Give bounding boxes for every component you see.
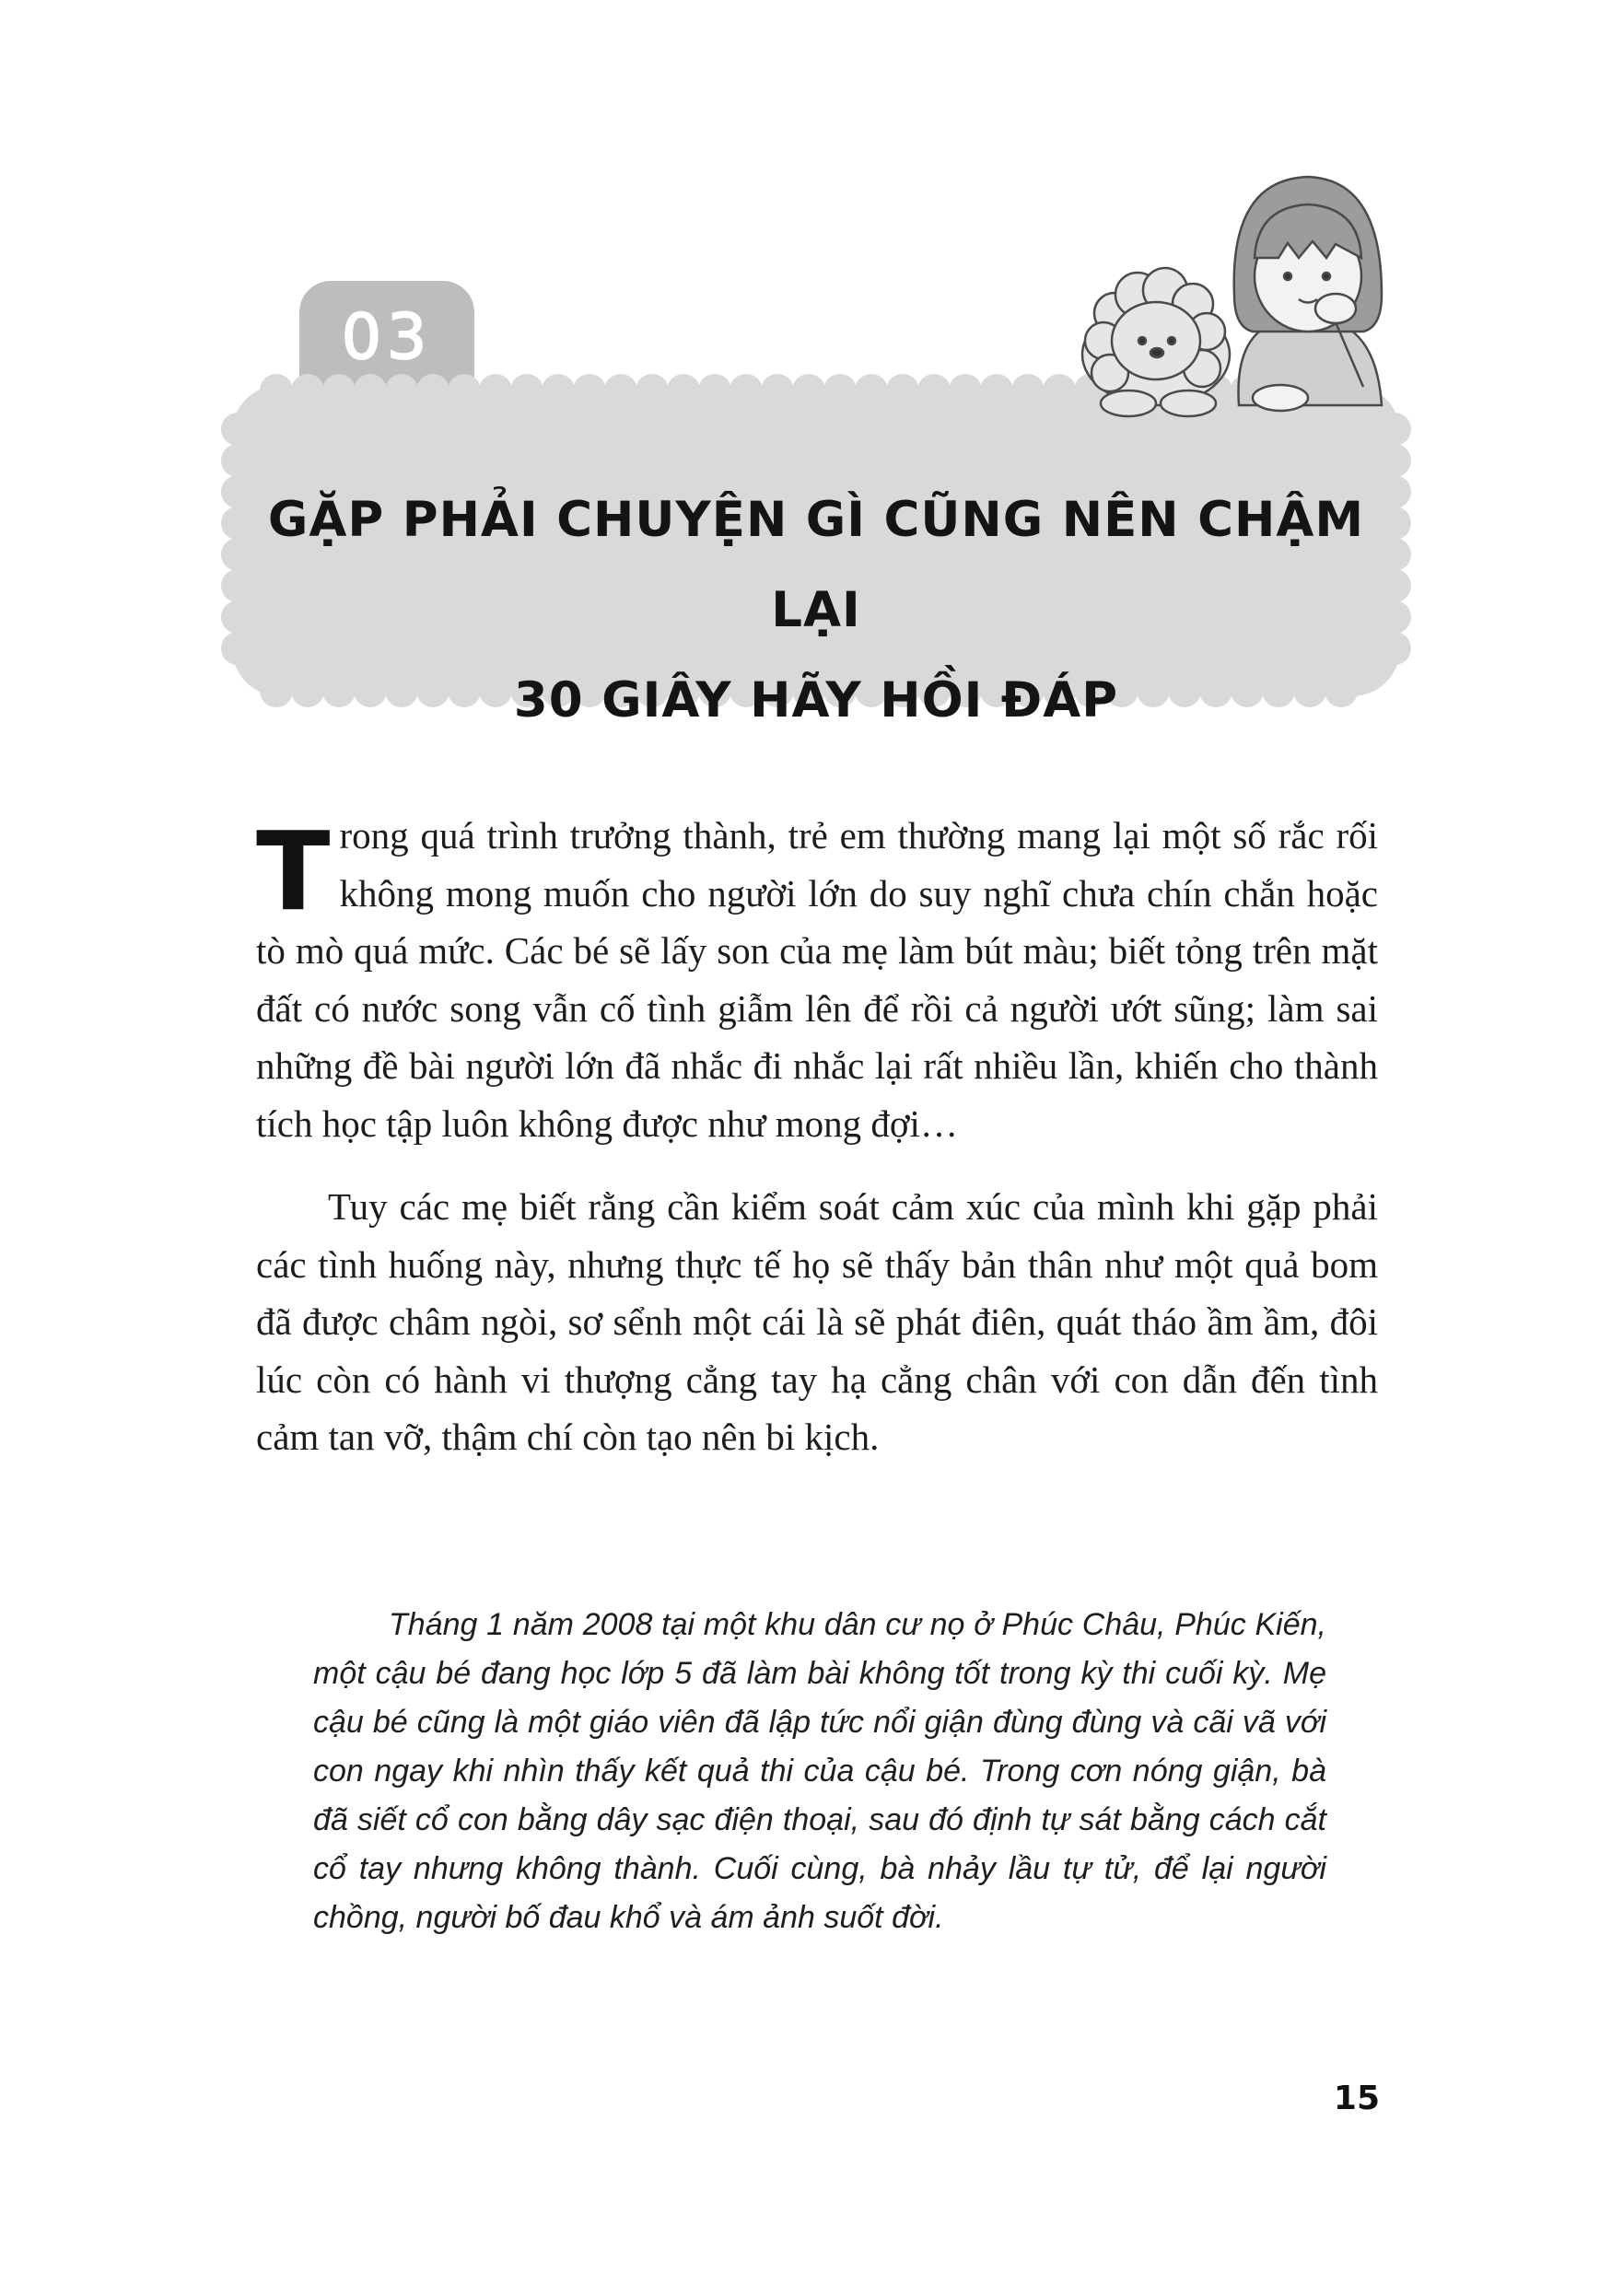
body-text [256, 807, 1378, 1466]
girl-icon [1234, 177, 1382, 411]
paragraph-1 [256, 807, 1378, 1152]
chapter-title [232, 475, 1400, 746]
chapter-number: 03 [341, 301, 433, 374]
page-number: 15 [1333, 2080, 1380, 2117]
paragraph-2: Tuy các mẹ biết rằng cần kiểm soát cảm xúc của mình khi gặp phải các tình huống này, nhưng thực tế họ sẽ thấy bản thân như một quả bom đã được châm ngòi, sơ sểnh một cái là sẽ phát điên, quát tháo ầm ầm, đôi lúc còn có hành vi thượng cẳng tay hạ cẳng chân với con dẫn đến tình cảm tan vỡ, thậm chí còn tạo nên bi kịch. [256, 1185, 1378, 1458]
quote-block: Tháng 1 năm 2008 tại một khu dân cư nọ ở Phúc Châu, Phúc Kiến, một cậu bé đang học lớp 5 đã làm bài không tốt trong kỳ thi cuối kỳ. Mẹ cậu bé cũng là một giáo viên đã lập tức nổi giận đùng đùng và cãi vã với con ngay khi nhìn thấy kết quả thi của cậu bé. Trong cơn nóng giận, bà đã siết cổ con bằng dây sạc điện thoại, sau đó định tự sát bằng cách cắt cổ tay nhưng không thành. Cuối cùng, bà nhảy lầu tự tử, để lại người chồng, người bố đau khổ và ám ảnh suốt đời. [313, 1607, 1326, 1935]
drop-cap: T [256, 808, 331, 935]
chapter-title-line-1: GẶP PHẢI CHUYỆN GÌ CŨNG NÊN CHẬM LẠI [267, 492, 1365, 638]
chapter-title-line-2: 30 GIÂY HÃY HỒI ĐÁP [513, 672, 1119, 728]
poodle-icon [1082, 268, 1230, 416]
paragraph-1-text: rong quá trình trưởng thành, trẻ em thường mang lại một số rắc rối không mong muốn cho người lớn do suy nghĩ chưa chín chắn hoặc tò mò quá mức. Các bé sẽ lấy son của mẹ làm bút màu; biết tỏng trên mặt đất có nước song vẫn cố tình giẫm lên để rồi cả người ướt sũng; làm sai những đề bài người lớn đã nhắc đi nhắc lại rất nhiều lần, khiến cho thành tích học tập luôn không được như mong đợi… [256, 814, 1378, 1145]
girl-and-poodle-illustration [1059, 157, 1409, 424]
chapter-title-box [232, 385, 1400, 728]
